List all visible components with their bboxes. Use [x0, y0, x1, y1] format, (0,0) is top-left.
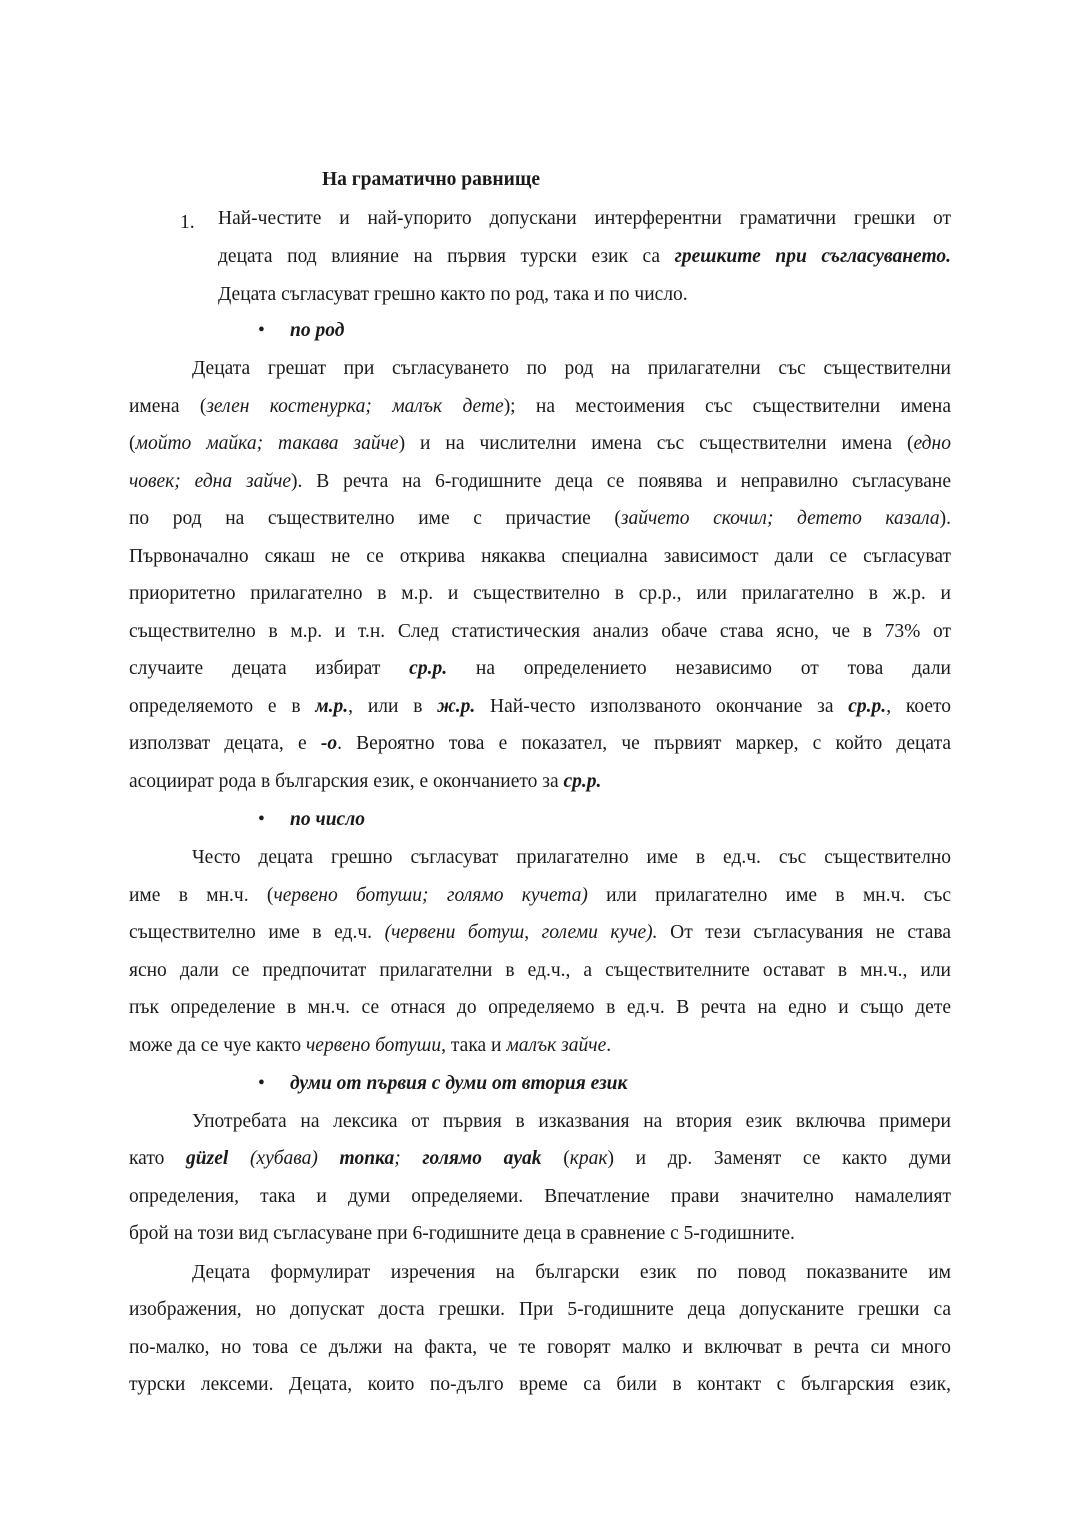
- text-line: съществително в м.р. и т.н. След статистическия анализ обаче става ясно, че в 73% от: [129, 621, 951, 642]
- text-line: съществително име в ед.ч. (червени ботуш, големи куче). От тези съгласувания не става: [129, 922, 952, 943]
- text-line: име в мн.ч. (червено ботуши; голямо кучета) или прилагателно име в мн.ч. със: [129, 885, 951, 906]
- text-line: като güzel (хубава) топка; голямо ayak (крак) и др. Заменят се както думи: [129, 1148, 952, 1169]
- bullet-dot-icon: •: [258, 320, 265, 341]
- text-line: брой на този вид съгласуване при 6-годишните деца в сравнение с 5-годишните.: [129, 1223, 795, 1244]
- text-line: определения, така и думи определяеми. Впечатление прави значително намалелият: [129, 1186, 951, 1207]
- text-line: човек; една зайче). В речта на 6-годишните деца се появява и неправилно съгласуване: [129, 471, 951, 492]
- text-line: изображения, но допускат доста грешки. При 5-годишните деца допусканите грешки са: [129, 1299, 951, 1320]
- text-line: пък определение в мн.ч. се отнася до определяемо в ед.ч. В речта на едно и също дете: [129, 997, 951, 1018]
- text-line: Първоначално сякаш не се открива някаква специална зависимост дали се съгласуват: [129, 546, 951, 567]
- text-line: турски лексеми. Децата, които по-дълго време са били в контакт с българския език,: [129, 1374, 951, 1395]
- text-line: по-малко, но това се дължи на факта, че те говорят малко и включват в речта си много: [129, 1337, 951, 1358]
- text-line: Най-честите и най-упорито допускани интерферентни граматични грешки от: [218, 208, 951, 229]
- text-line: децата под влияние на първия турски език са грешките при съгласуването.: [218, 246, 951, 267]
- bullet-number: • по число: [258, 805, 365, 835]
- text-line: Децата формулират изречения на български език по повод показваните им: [192, 1262, 951, 1283]
- text-line: може да се чуе както червено ботуши, така и малък зайче.: [129, 1035, 612, 1056]
- text-line: използват децата, е -о. Вероятно това е показател, че първият маркер, с който децата: [129, 733, 951, 754]
- text-line: приоритетно прилагателно в м.р. и съществително в ср.р., или прилагателно в ж.р. и: [129, 583, 951, 604]
- text-line: асоциират рода в българския език, е окончанието за ср.р.: [129, 771, 602, 792]
- text-line: ясно дали се предпочитат прилагателни в ед.ч., а съществителните остават в мн.ч., или: [129, 960, 951, 981]
- text-line: Децата съгласуват грешно както по род, така и по число.: [218, 284, 688, 305]
- text-line: имена (зелен костенурка; малък дете); на местоимения със съществителни имена: [129, 396, 951, 417]
- text-line: Децата грешат при съгласуването по род на прилагателни със съществителни: [192, 358, 951, 379]
- list-number: 1.: [180, 212, 195, 233]
- section-heading: На граматично равнище: [322, 169, 541, 190]
- text-line: (мойто майка; такава зайче) и на числителни имена със съществителни имена (едно: [129, 433, 951, 454]
- bullet-gender: • по род: [258, 316, 344, 346]
- text-line: Често децата грешно съгласуват прилагателно име в ед.ч. със съществително: [192, 847, 951, 868]
- text-line: определяемото е в м.р., или в ж.р. Най-често използваното окончание за ср.р., което: [129, 696, 951, 717]
- text-line: по род на съществително име с причастие (зайчето скочил; детето казала).: [129, 508, 952, 529]
- bullet-dot-icon: •: [258, 809, 265, 830]
- bullet-dot-icon: •: [258, 1073, 265, 1094]
- text-line: случаите децата избират ср.р. на определението независимо от това дали: [129, 658, 951, 679]
- bullet-lexical: • думи от първия с думи от втория език: [258, 1069, 627, 1099]
- text-line: Употребата на лексика от първия в изказвания на втория език включва примери: [192, 1111, 951, 1132]
